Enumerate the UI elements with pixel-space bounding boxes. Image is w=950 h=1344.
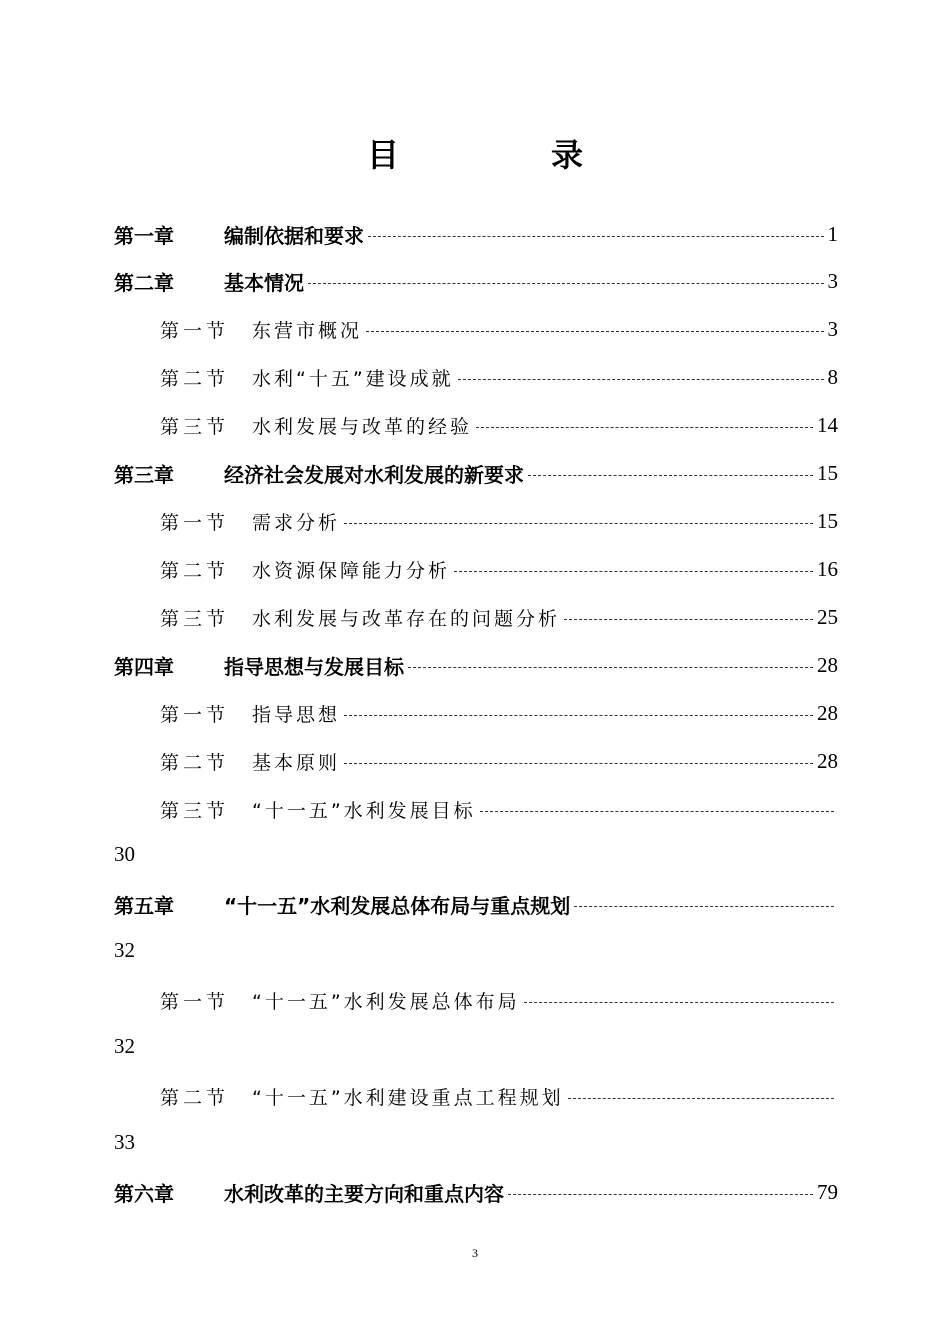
entry-title: 编制依据和要求 [224, 223, 364, 248]
toc-entry-chapter-6[interactable] [114, 1177, 838, 1207]
entry-title: 水利发展与改革存在的问题分析 [252, 607, 561, 630]
entry-number: 第二章 [114, 270, 174, 295]
toc-entry-chapter-3[interactable] [114, 458, 838, 488]
entry-title: “十一五”水利发展总体布局与重点规划 [224, 893, 571, 918]
leader-dashes [480, 811, 834, 812]
entry-number: 第一节 [160, 703, 230, 726]
entry-page: 16 [817, 556, 838, 581]
entry-page: 3 [827, 268, 838, 293]
entry-number: 第三节 [160, 415, 230, 438]
leader-dashes [524, 1002, 834, 1003]
entry-number: 第三节 [160, 607, 230, 630]
leader-dashes [568, 1098, 834, 1099]
entry-number: 第三节 [160, 799, 230, 822]
toc-entry-section-4-3[interactable] [160, 794, 838, 824]
entry-page: 28 [817, 700, 838, 725]
leader-dashes [344, 523, 813, 524]
entry-title: 水利发展与改革的经验 [252, 415, 473, 438]
entry-number: 第三章 [114, 462, 174, 487]
entry-page: 79 [817, 1179, 838, 1204]
entry-number: 第六章 [114, 1181, 174, 1206]
leader-dashes [366, 331, 823, 332]
toc-entry-section-5-2[interactable] [160, 1081, 838, 1111]
entry-title: 东营市概况 [252, 319, 363, 342]
entry-page: 1 [827, 221, 838, 246]
entry-page-wrapped: 33 [114, 1130, 135, 1154]
leader-dashes [368, 236, 824, 237]
entry-page: 25 [817, 604, 838, 629]
entry-page: 3 [827, 316, 838, 341]
leader-dashes [454, 571, 813, 572]
entry-title: “十一五”水利建设重点工程规划 [252, 1086, 564, 1109]
toc-entry-section-2-3[interactable] [160, 410, 838, 440]
toc-entry-chapter-2[interactable] [114, 266, 838, 296]
entry-number: 第一节 [160, 319, 230, 342]
entry-page: 15 [817, 508, 838, 533]
toc-entry-chapter-1[interactable] [114, 219, 838, 249]
toc-entry-section-3-3[interactable] [160, 602, 838, 632]
entry-page-wrapped: 32 [114, 938, 135, 962]
toc-entry-chapter-5[interactable] [114, 889, 838, 919]
toc-entry-section-2-2[interactable] [160, 362, 838, 392]
entry-page: 8 [827, 364, 838, 389]
toc-entry-section-4-1[interactable] [160, 698, 838, 728]
toc-entry-section-2-1[interactable] [160, 314, 838, 344]
leader-dashes [564, 619, 813, 620]
entry-title: 经济社会发展对水利发展的新要求 [224, 462, 524, 487]
entry-page-wrapped: 32 [114, 1034, 135, 1058]
toc-title: 目 录 [366, 136, 643, 174]
leader-dashes [344, 763, 813, 764]
leader-dashes [458, 379, 824, 380]
leader-dashes [308, 283, 824, 284]
entry-page: 15 [817, 460, 838, 485]
entry-title: 指导思想 [252, 703, 341, 726]
entry-title: 水资源保障能力分析 [252, 559, 451, 582]
entry-page-wrapped: 30 [114, 842, 135, 866]
toc-entry-section-3-2[interactable] [160, 554, 838, 584]
entry-number: 第二节 [160, 751, 230, 774]
page-number-footer: 3 [472, 1246, 478, 1260]
entry-page: 28 [817, 652, 838, 677]
entry-number: 第二节 [160, 559, 230, 582]
entry-number: 第一节 [160, 990, 230, 1013]
entry-number: 第一节 [160, 511, 230, 534]
leader-dashes [476, 427, 813, 428]
entry-page: 14 [817, 412, 838, 437]
entry-title: “十一五”水利发展总体布局 [252, 990, 520, 1013]
entry-title: 指导思想与发展目标 [224, 654, 404, 679]
leader-dashes [344, 715, 813, 716]
leader-dashes [528, 475, 813, 476]
leader-dashes [408, 667, 813, 668]
leader-dashes [508, 1194, 813, 1195]
toc-entry-section-5-1[interactable] [160, 985, 838, 1015]
entry-page: 28 [817, 748, 838, 773]
entry-title: 水利“十五”建设成就 [252, 367, 454, 390]
entry-title: “十一五”水利发展目标 [252, 799, 476, 822]
entry-title: 需求分析 [252, 511, 341, 534]
toc-entry-section-4-2[interactable] [160, 746, 838, 776]
toc-entry-section-3-1[interactable] [160, 506, 838, 536]
entry-number: 第二节 [160, 367, 230, 390]
toc-entry-chapter-4[interactable] [114, 650, 838, 680]
entry-title: 基本情况 [224, 270, 304, 295]
entry-title: 水利改革的主要方向和重点内容 [224, 1181, 504, 1206]
entry-title: 基本原则 [252, 751, 341, 774]
entry-number: 第二节 [160, 1086, 230, 1109]
entry-number: 第四章 [114, 654, 174, 679]
leader-dashes [574, 906, 834, 907]
entry-number: 第五章 [114, 893, 174, 918]
entry-number: 第一章 [114, 223, 174, 248]
